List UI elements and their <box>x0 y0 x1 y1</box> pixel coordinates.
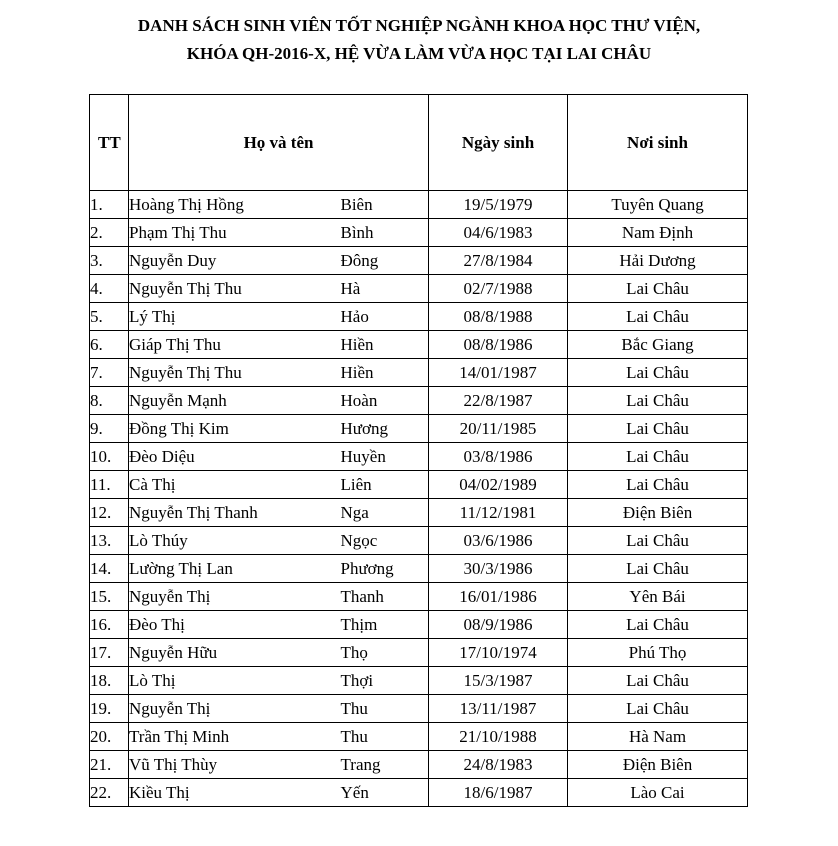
cell-noi-sinh: Lai Châu <box>568 667 748 695</box>
cell-ten: Biên <box>341 191 429 219</box>
cell-ten: Hảo <box>341 303 429 331</box>
table-row <box>90 639 748 667</box>
cell-noi-sinh: Lai Châu <box>568 415 748 443</box>
cell-ten: Thu <box>341 695 429 723</box>
cell-tt: 20. <box>90 723 129 751</box>
cell-ngay-sinh: 21/10/1988 <box>429 723 568 751</box>
cell-ten: Thợi <box>341 667 429 695</box>
table-row <box>90 779 748 807</box>
cell-ten: Trang <box>341 751 429 779</box>
cell-tt: 8. <box>90 387 129 415</box>
cell-ho-dem: Nguyễn Hữu <box>129 639 341 667</box>
cell-ngay-sinh: 08/8/1988 <box>429 303 568 331</box>
cell-ngay-sinh: 11/12/1981 <box>429 499 568 527</box>
cell-noi-sinh: Lai Châu <box>568 303 748 331</box>
cell-ho-dem: Giáp Thị Thu <box>129 331 341 359</box>
cell-noi-sinh: Hà Nam <box>568 723 748 751</box>
cell-ngay-sinh: 04/6/1983 <box>429 219 568 247</box>
cell-noi-sinh: Lai Châu <box>568 611 748 639</box>
cell-ten: Huyền <box>341 443 429 471</box>
cell-ngay-sinh: 08/9/1986 <box>429 611 568 639</box>
table-row <box>90 331 748 359</box>
cell-ho-dem: Lò Thúy <box>129 527 341 555</box>
cell-noi-sinh: Tuyên Quang <box>568 191 748 219</box>
cell-noi-sinh: Bắc Giang <box>568 331 748 359</box>
cell-noi-sinh: Lai Châu <box>568 695 748 723</box>
cell-ten: Hiền <box>341 331 429 359</box>
cell-ho-dem: Vũ Thị Thùy <box>129 751 341 779</box>
cell-tt: 6. <box>90 331 129 359</box>
header-tt: TT <box>90 95 129 191</box>
title-line-2: KHÓA QH-2016-X, HỆ VỪA LÀM VỪA HỌC TẠI LAI CHÂU <box>186 44 652 63</box>
cell-tt: 1. <box>90 191 129 219</box>
cell-ten: Đông <box>341 247 429 275</box>
cell-ngay-sinh: 18/6/1987 <box>429 779 568 807</box>
table-row <box>90 359 748 387</box>
cell-ho-dem: Đèo Thị <box>129 611 341 639</box>
cell-tt: 5. <box>90 303 129 331</box>
table-row <box>90 191 748 219</box>
cell-tt: 21. <box>90 751 129 779</box>
cell-ten: Thanh <box>341 583 429 611</box>
cell-ho-dem: Lường Thị Lan <box>129 555 341 583</box>
table-row <box>90 555 748 583</box>
table-row <box>90 611 748 639</box>
cell-ten: Bình <box>341 219 429 247</box>
table-header-row <box>90 95 748 191</box>
table-row <box>90 667 748 695</box>
cell-noi-sinh: Lai Châu <box>568 471 748 499</box>
cell-ngay-sinh: 08/8/1986 <box>429 331 568 359</box>
cell-ngay-sinh: 22/8/1987 <box>429 387 568 415</box>
cell-ho-dem: Lò Thị <box>129 667 341 695</box>
table-row <box>90 247 748 275</box>
cell-noi-sinh: Điện Biên <box>568 751 748 779</box>
document-title <box>0 12 838 68</box>
cell-ho-dem: Cà Thị <box>129 471 341 499</box>
cell-ngay-sinh: 20/11/1985 <box>429 415 568 443</box>
cell-noi-sinh: Lai Châu <box>568 555 748 583</box>
cell-ten: Yến <box>341 779 429 807</box>
cell-ho-dem: Đèo Diệu <box>129 443 341 471</box>
cell-ho-dem: Trần Thị Minh <box>129 723 341 751</box>
table-row <box>90 415 748 443</box>
cell-tt: 12. <box>90 499 129 527</box>
cell-noi-sinh: Lai Châu <box>568 359 748 387</box>
cell-ten: Hoàn <box>341 387 429 415</box>
table-row <box>90 527 748 555</box>
cell-ten: Thu <box>341 723 429 751</box>
cell-ten: Ngọc <box>341 527 429 555</box>
cell-ngay-sinh: 17/10/1974 <box>429 639 568 667</box>
cell-tt: 10. <box>90 443 129 471</box>
cell-ho-dem: Phạm Thị Thu <box>129 219 341 247</box>
cell-ten: Phương <box>341 555 429 583</box>
cell-ho-dem: Nguyễn Thị Thu <box>129 275 341 303</box>
cell-ngay-sinh: 14/01/1987 <box>429 359 568 387</box>
cell-ngay-sinh: 03/8/1986 <box>429 443 568 471</box>
cell-tt: 9. <box>90 415 129 443</box>
cell-tt: 2. <box>90 219 129 247</box>
cell-ngay-sinh: 27/8/1984 <box>429 247 568 275</box>
cell-ten: Hương <box>341 415 429 443</box>
graduates-table <box>89 94 748 807</box>
cell-tt: 13. <box>90 527 129 555</box>
table-row <box>90 443 748 471</box>
cell-tt: 11. <box>90 471 129 499</box>
table-row <box>90 751 748 779</box>
cell-tt: 4. <box>90 275 129 303</box>
cell-noi-sinh: Yên Bái <box>568 583 748 611</box>
cell-ho-dem: Nguyễn Thị Thanh <box>129 499 341 527</box>
cell-noi-sinh: Lai Châu <box>568 443 748 471</box>
table-row <box>90 387 748 415</box>
cell-ngay-sinh: 03/6/1986 <box>429 527 568 555</box>
table-row <box>90 303 748 331</box>
cell-noi-sinh: Điện Biên <box>568 499 748 527</box>
cell-ngay-sinh: 16/01/1986 <box>429 583 568 611</box>
cell-ngay-sinh: 13/11/1987 <box>429 695 568 723</box>
cell-ho-dem: Kiều Thị <box>129 779 341 807</box>
cell-ho-dem: Nguyễn Thị <box>129 695 341 723</box>
cell-noi-sinh: Lai Châu <box>568 527 748 555</box>
cell-tt: 16. <box>90 611 129 639</box>
cell-tt: 7. <box>90 359 129 387</box>
cell-ho-dem: Đồng Thị Kim <box>129 415 341 443</box>
cell-ho-dem: Nguyễn Thị Thu <box>129 359 341 387</box>
cell-ten: Liên <box>341 471 429 499</box>
header-ngay-sinh: Ngày sinh <box>429 95 568 191</box>
cell-ngay-sinh: 04/02/1989 <box>429 471 568 499</box>
table-row <box>90 471 748 499</box>
cell-ngay-sinh: 24/8/1983 <box>429 751 568 779</box>
cell-ten: Thọ <box>341 639 429 667</box>
cell-ho-dem: Nguyễn Duy <box>129 247 341 275</box>
cell-tt: 3. <box>90 247 129 275</box>
table-row <box>90 695 748 723</box>
cell-ten: Hiền <box>341 359 429 387</box>
cell-ngay-sinh: 19/5/1979 <box>429 191 568 219</box>
cell-ten: Nga <box>341 499 429 527</box>
header-ho-va-ten: Họ và tên <box>129 95 429 191</box>
table-row <box>90 275 748 303</box>
cell-tt: 14. <box>90 555 129 583</box>
header-noi-sinh: Nơi sinh <box>568 95 748 191</box>
table-body <box>90 191 748 807</box>
cell-tt: 17. <box>90 639 129 667</box>
table-row <box>90 499 748 527</box>
cell-tt: 18. <box>90 667 129 695</box>
cell-ho-dem: Lý Thị <box>129 303 341 331</box>
cell-ngay-sinh: 15/3/1987 <box>429 667 568 695</box>
title-line-1: DANH SÁCH SINH VIÊN TỐT NGHIỆP NGÀNH KHOA HỌC THƯ VIỆN, <box>137 16 701 35</box>
cell-noi-sinh: Lai Châu <box>568 387 748 415</box>
cell-noi-sinh: Nam Định <box>568 219 748 247</box>
cell-ho-dem: Nguyễn Mạnh <box>129 387 341 415</box>
cell-noi-sinh: Phú Thọ <box>568 639 748 667</box>
cell-ho-dem: Nguyễn Thị <box>129 583 341 611</box>
cell-ten: Hà <box>341 275 429 303</box>
cell-tt: 15. <box>90 583 129 611</box>
cell-noi-sinh: Lào Cai <box>568 779 748 807</box>
cell-noi-sinh: Hải Dương <box>568 247 748 275</box>
table-row <box>90 583 748 611</box>
cell-ngay-sinh: 30/3/1986 <box>429 555 568 583</box>
cell-tt: 22. <box>90 779 129 807</box>
table-row <box>90 219 748 247</box>
cell-tt: 19. <box>90 695 129 723</box>
cell-ngay-sinh: 02/7/1988 <box>429 275 568 303</box>
cell-ho-dem: Hoàng Thị Hồng <box>129 191 341 219</box>
table-row <box>90 723 748 751</box>
cell-ten: Thịm <box>341 611 429 639</box>
cell-noi-sinh: Lai Châu <box>568 275 748 303</box>
